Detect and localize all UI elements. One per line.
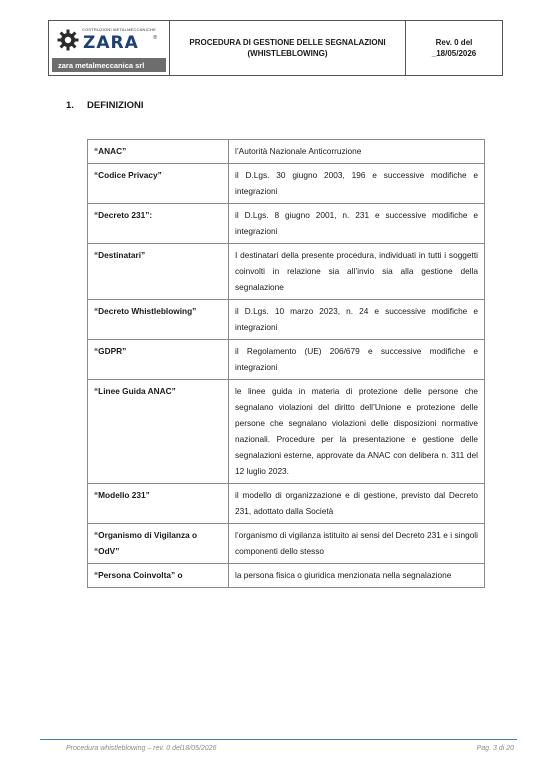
definition-text: il D.Lgs. 30 giugno 2003, 196 e successive modifiche e integrazioni bbox=[229, 164, 485, 204]
table-row bbox=[88, 300, 485, 340]
revision-date: _18/05/2026 bbox=[431, 49, 477, 58]
definition-text: le linee guida in materia di protezione delle persone che segnalano violazioni del diritto dell’Unione e protezione delle persone che segnalano violazioni delle disposizioni normative nazionali. Procedure per la presentazione e gestione delle segnalazioni esterne, approvate da ANAC con delibera n. 311 del 12 luglio 2023. bbox=[229, 380, 485, 484]
table-row bbox=[88, 204, 485, 244]
definition-text: l’organismo di vigilanza istituito ai sensi del Decreto 231 e i singoli componenti dello stesso bbox=[229, 524, 485, 564]
revision-info bbox=[406, 21, 502, 75]
gear-icon bbox=[57, 29, 79, 51]
definition-term: “Decreto 231”: bbox=[88, 204, 229, 244]
registered-mark: ® bbox=[153, 35, 157, 41]
definition-term: “Destinatari” bbox=[88, 244, 229, 300]
table-row bbox=[88, 164, 485, 204]
logo-tagline: COSTRUZIONI METALMECCANICHE bbox=[82, 27, 156, 32]
definition-text: l’Autorità Nazionale Anticorruzione bbox=[229, 140, 485, 164]
revision-label: Rev. 0 del bbox=[435, 38, 473, 47]
definitions-table bbox=[87, 139, 485, 588]
table-row bbox=[88, 244, 485, 300]
section-title: DEFINIZIONI bbox=[87, 100, 144, 111]
table-row bbox=[88, 484, 485, 524]
definition-text: il modello di organizzazione e di gestione, previsto dal Decreto 231, adottato dalla Società bbox=[229, 484, 485, 524]
definition-term: “Organismo di Vigilanza o “OdV” bbox=[88, 524, 229, 564]
definition-text: la persona fisica o giuridica menzionata nella segnalazione bbox=[229, 564, 485, 588]
definition-text: I destinatari della presente procedura, individuati in tutti i soggetti coinvolti in relazione sia all’invio sia alla gestione della segnalazione bbox=[229, 244, 485, 300]
table-row bbox=[88, 524, 485, 564]
document-title bbox=[170, 21, 406, 75]
document-header bbox=[48, 20, 503, 76]
footer-divider bbox=[40, 739, 517, 740]
section-heading bbox=[66, 100, 143, 111]
title-line-1: PROCEDURA DI GESTIONE DELLE SEGNALAZIONI bbox=[189, 38, 386, 47]
logo-wordmark: ZARA bbox=[83, 32, 139, 53]
table-row bbox=[88, 380, 485, 484]
definition-text: il Regolamento (UE) 206/679 e successive modifiche e integrazioni bbox=[229, 340, 485, 380]
definition-text: il D.Lgs. 10 marzo 2023, n. 24 e successive modifiche e integrazioni bbox=[229, 300, 485, 340]
definition-term: “Linee Guida ANAC” bbox=[88, 380, 229, 484]
definition-text: il D.Lgs. 8 giugno 2001, n. 231 e successive modifiche e integrazioni bbox=[229, 204, 485, 244]
table-row bbox=[88, 564, 485, 588]
definition-term: “Persona Coinvolta” o bbox=[88, 564, 229, 588]
footer-document-ref: Procedura whistleblowing – rev. 0 del18/05/2026 bbox=[66, 745, 217, 752]
company-logo bbox=[49, 21, 170, 75]
definition-term: “GDPR” bbox=[88, 340, 229, 380]
definition-term: “ANAC” bbox=[88, 140, 229, 164]
logo-mark bbox=[49, 21, 169, 58]
company-name: zara metalmeccanica srl bbox=[52, 58, 166, 72]
section-number: 1. bbox=[66, 100, 74, 111]
title-line-2: (WHISTLEBLOWING) bbox=[247, 49, 328, 58]
definition-term: “Codice Privacy” bbox=[88, 164, 229, 204]
page-number: Pag. 3 di 20 bbox=[476, 745, 514, 752]
definition-term: “Decreto Whistleblowing” bbox=[88, 300, 229, 340]
table-row bbox=[88, 340, 485, 380]
definition-term: “Modello 231” bbox=[88, 484, 229, 524]
table-row bbox=[88, 140, 485, 164]
